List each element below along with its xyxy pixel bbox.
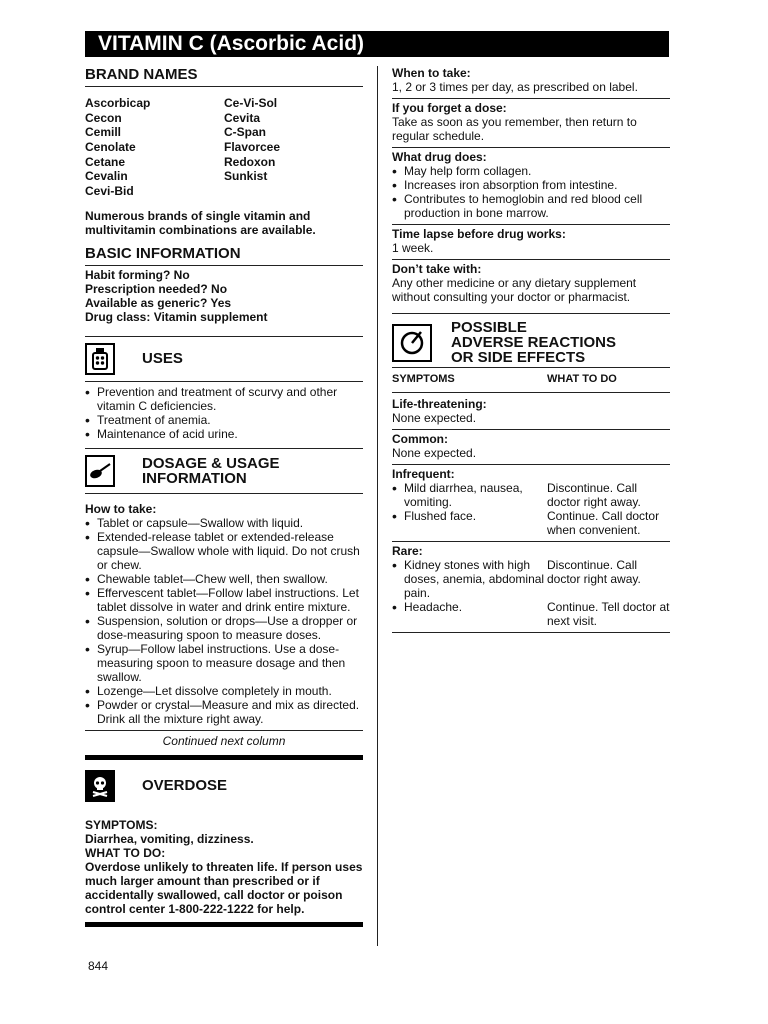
dont-take-text: Any other medicine or any dietary supplement without consulting your doctor or pharmacist. [392,276,637,304]
basic-info-line: Habit forming? No [85,267,190,282]
continued-note: Continued next column [162,733,286,748]
adverse-heading-line: OR SIDE EFFECTS [451,349,586,366]
brand-name: Cenolate [85,140,136,155]
overdose-header [85,770,363,802]
adverse-heading-line: POSSIBLE [451,319,527,336]
list-item: • Chewable tablet—Chew well, then swallow. [85,572,363,586]
skull-icon [85,770,115,802]
list-item: • Syrup—Follow label instructions. Use a dose-measuring spoon to measure dosage and then swallow. [85,642,363,684]
table-row [392,558,670,600]
list-item: • Increases iron absorption from intestine. [392,178,670,192]
left-column [85,66,363,927]
symptom: • Mild diarrhea, nausea, vomiting. [392,481,547,509]
basic-info-line: Available as generic? Yes [85,295,232,310]
overdose-what-label: WHAT TO DO: [85,845,166,860]
basic-info-list [85,268,363,324]
uses-list [85,385,363,441]
brand-name: Cevita [224,110,261,125]
brand-names-note: Numerous brands of single vitamin and multivitamin combinations are available. [85,208,316,237]
overdose-symptoms-label: SYMPTOMS: [85,817,158,832]
brand-name: Flavorcee [224,140,281,155]
overdose-what: Overdose unlikely to threaten life. If person uses much larger amount than prescribed or if accidentally swallowed, call doctor or poison control center 1-800-222-1222 for help. [85,859,363,916]
forget-dose-label: If you forget a dose: [392,101,507,115]
brand-name: Cetane [85,154,126,169]
list-item: • Powder or crystal—Measure and mix as directed. Drink all the mixture right away. [85,698,363,726]
adverse-heading [451,320,616,365]
list-item: • Treatment of anemia. [85,413,363,427]
list-item: • Tablet or capsule—Swallow with liquid. [85,516,363,530]
column-header-symptoms: SYMPTOMS [392,373,455,385]
brand-names-heading: BRAND NAMES [85,66,198,83]
list-item: • Lozenge—Let dissolve completely in mouth. [85,684,363,698]
table-row [392,600,670,628]
basic-info-line: Prescription needed? No [85,281,228,296]
common-label: Common: [392,432,448,446]
adverse-table-header [392,372,670,386]
action: Continue. Tell doctor at next visit. [547,600,670,628]
brand-column-1 [85,96,224,199]
pill-bottle-icon [85,343,115,375]
page-number: 844 [88,959,109,973]
symptom: • Kidney stones with high doses, anemia, abdominal pain. [392,558,547,600]
dont-take-label: Don’t take with: [392,262,482,276]
action: Continue. Call doctor when convenient. [547,509,660,537]
brand-column-2 [224,96,363,199]
symptom: • Headache. [392,600,547,614]
overdose-heading: OVERDOSE [142,777,228,795]
basic-info-heading: BASIC INFORMATION [85,244,241,262]
brand-name: Ce-Vi-Sol [224,96,278,110]
dosage-heading-line: INFORMATION [142,469,247,487]
brand-name: Cemill [85,125,122,140]
column-header-what-to-do: WHAT TO DO [547,373,617,385]
table-row [392,481,670,509]
infrequent-label: Infrequent: [392,467,455,481]
uses-heading: USES [142,350,183,368]
when-to-take-label: When to take: [392,66,471,80]
list-item: • May help form collagen. [392,164,670,178]
action: Discontinue. Call doctor right away. [547,481,641,509]
list-item: • Suspension, solution or drops—Use a dropper or dose-measuring spoon to measure doses. [85,614,363,642]
basic-info-line: Drug class: Vitamin supplement [85,309,268,324]
brand-name: Cecon [85,110,122,125]
when-to-take-text: 1, 2 or 3 times per day, as prescribed on label. [392,80,638,94]
list-item: • Extended-release tablet or extended-release capsule—Swallow whole with liquid. Do not crush or chew. [85,530,363,572]
dosage-heading-line: DOSAGE & USAGE [142,454,280,472]
life-threatening-label: Life-threatening: [392,397,487,411]
list-item: • Contributes to hemoglobin and red blood cell production in bone marrow. [392,192,670,220]
dosage-header [85,455,363,487]
symptom: • Flushed face. [392,509,547,523]
life-threatening-text: None expected. [392,411,477,425]
list-item: • Maintenance of acid urine. [85,427,363,441]
page-title: VITAMIN C (Ascorbic Acid) [85,31,669,57]
common-text: None expected. [392,446,477,460]
list-item: • Prevention and treatment of scurvy and other vitamin C deficiencies. [85,385,363,413]
adverse-heading-line: ADVERSE REACTIONS [451,334,617,351]
brand-list [85,96,363,199]
column-divider [377,66,378,946]
overdose-symptoms: Diarrhea, vomiting, dizziness. [85,831,254,846]
brand-name: Cevalin [85,169,128,184]
how-to-take-label: How to take: [85,501,157,516]
table-row [392,509,670,537]
brand-name: Ascorbicap [85,96,151,110]
action: Discontinue. Call doctor right away. [547,558,641,586]
right-column [392,66,670,633]
brand-name: Cevi-Bid [85,184,134,199]
overdose-body [85,818,363,916]
brand-name: Redoxon [224,154,276,169]
adverse-header [392,320,670,365]
spoon-icon [85,455,115,487]
brand-name: Sunkist [224,169,268,184]
what-drug-does-label: What drug does: [392,150,487,164]
dosage-heading [142,456,280,486]
uses-header [85,343,363,375]
list-item: • Effervescent tablet—Follow label instructions. Let tablet dissolve in water and drink entire mixture. [85,586,363,614]
brand-name: C-Span [224,125,266,140]
rare-label: Rare: [392,544,423,558]
time-lapse-label: Time lapse before drug works: [392,227,566,241]
warning-circle-icon [392,324,432,362]
what-drug-does-list [392,164,670,220]
forget-dose-text: Take as soon as you remember, then return to regular schedule. [392,115,637,143]
time-lapse-text: 1 week. [392,241,434,255]
dosage-list [85,516,363,726]
